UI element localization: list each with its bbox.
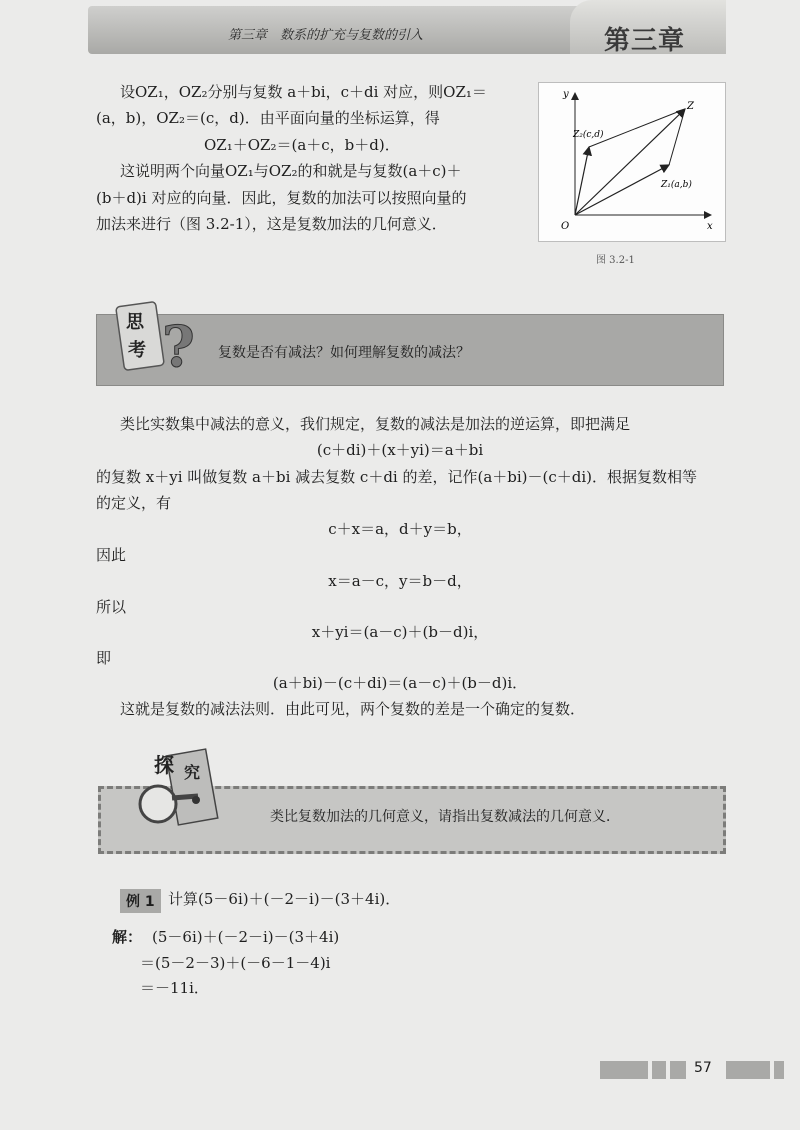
explore-badge-b: 究 bbox=[184, 763, 201, 782]
footer-bar-1 bbox=[600, 1061, 648, 1079]
equation-5: (a＋bi)－(c＋di)＝(a－c)＋(b－d)i． bbox=[272, 674, 528, 692]
body-p1: 类比实数集中减法的意义，我们规定，复数的减法是加法的逆运算，即把满足 bbox=[120, 415, 631, 433]
equation-4: x＋yi＝(a－c)＋(b－d)i， bbox=[311, 623, 489, 641]
equation-3: x＝a－c，y＝b－d， bbox=[328, 572, 472, 590]
body-p3: 的定义，有 bbox=[96, 494, 172, 512]
vector-oz2 bbox=[575, 147, 589, 215]
vector-diagram bbox=[539, 83, 725, 241]
header-title: 第三章 数系的扩充与复数的引入 bbox=[228, 28, 424, 43]
svg-text:?: ? bbox=[162, 314, 195, 380]
chapter-tab-label: 第三章 bbox=[604, 26, 686, 56]
footer-bar-4 bbox=[726, 1061, 770, 1079]
example-tag: 例 1 bbox=[120, 889, 161, 913]
intro-line-3: 这说明两个向量OZ₁与OZ₂的和就是与复数(a＋c)＋ bbox=[120, 162, 462, 180]
intro-line-4: (b＋d)i 对应的向量．因此，复数的加法可以按照向量的 bbox=[96, 189, 467, 207]
example-problem: 计算(5－6i)＋(－2－i)－(3＋4i)． bbox=[168, 890, 401, 908]
equation-1: (c＋di)＋(x＋yi)＝a＋bi bbox=[316, 441, 484, 459]
figure-caption: 图 3.2-1 bbox=[596, 255, 635, 266]
body-p6: 即 bbox=[96, 649, 112, 667]
parallelogram-top bbox=[589, 109, 685, 147]
equation-2: c＋x＝a，d＋y＝b， bbox=[328, 520, 472, 538]
label-y: y bbox=[563, 89, 569, 100]
label-origin: O bbox=[561, 221, 570, 232]
solution-line-3: ＝－11i． bbox=[140, 979, 209, 997]
footer-bar-3 bbox=[670, 1061, 686, 1079]
footer-bar-2 bbox=[652, 1061, 666, 1079]
explore-text: 类比复数加法的几何意义，请指出复数减法的几何意义． bbox=[270, 809, 620, 825]
label-x: x bbox=[707, 221, 713, 232]
solution-line-1: (5－6i)＋(－2－i)－(3＋4i) bbox=[152, 928, 340, 946]
body-p2: 的复数 x＋yi 叫做复数 a＋bi 减去复数 c＋di 的差，记作(a＋bi)－(c＋di)．根据复数相等 bbox=[96, 468, 698, 486]
footer-bar-5 bbox=[774, 1061, 784, 1079]
label-z1: Z₁(a,b) bbox=[661, 180, 692, 190]
page-number: 57 bbox=[694, 1060, 712, 1076]
magnifier-key-icon bbox=[128, 742, 224, 834]
solution-line-2: ＝(5－2－3)＋(－6－1－4)i bbox=[140, 954, 331, 972]
intro-line-1: 设OZ₁，OZ₂分别与复数 a＋bi，c＋di 对应，则OZ₁＝ bbox=[120, 83, 487, 101]
body-p7: 这就是复数的减法法则．由此可见，两个复数的差是一个确定的复数． bbox=[120, 700, 586, 718]
think-text: 复数是否有减法？如何理解复数的减法？ bbox=[218, 345, 470, 361]
think-badge-top: 思 bbox=[126, 312, 144, 333]
figure-3-2-1 bbox=[538, 82, 726, 242]
explore-badge bbox=[128, 742, 224, 834]
body-p4: 因此 bbox=[96, 546, 127, 564]
think-badge-bottom: 考 bbox=[128, 340, 146, 361]
vector-oz bbox=[575, 109, 685, 215]
vector-oz1 bbox=[575, 165, 669, 215]
question-mark-icon bbox=[116, 296, 195, 380]
label-z2: Z₂(c,d) bbox=[573, 130, 604, 140]
think-badge bbox=[116, 296, 195, 380]
body-p5: 所以 bbox=[96, 598, 127, 616]
intro-line-2: (a，b)，OZ₂＝(c，d)．由平面向量的坐标运算，得 bbox=[96, 109, 440, 127]
solution-label: 解： bbox=[112, 928, 143, 946]
label-z: Z bbox=[687, 101, 694, 112]
intro-formula: OZ₁＋OZ₂＝(a＋c，b＋d)． bbox=[204, 136, 400, 154]
intro-line-5: 加法来进行（图 3.2-1），这是复数加法的几何意义． bbox=[96, 215, 447, 233]
explore-badge-a: 探 bbox=[154, 753, 174, 777]
